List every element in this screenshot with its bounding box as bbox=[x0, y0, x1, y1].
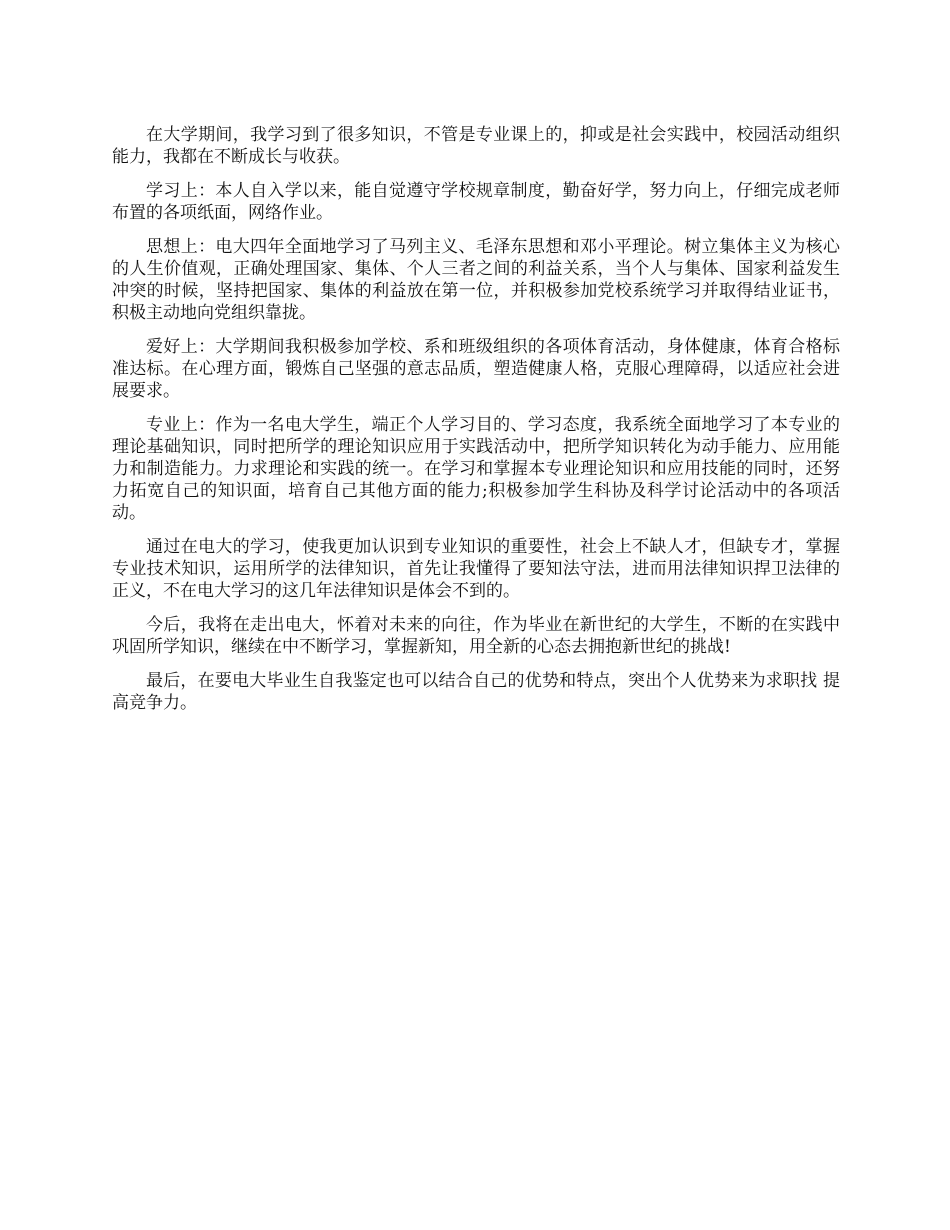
paragraph-conclusion: 最后，在要电大毕业生自我鉴定也可以结合自己的优势和特点，突出个人优势来为求职找 提高竞争力。 bbox=[112, 671, 840, 713]
paragraph-future: 今后，我将在走出电大，怀着对未来的向往，作为毕业在新世纪的大学生，不断的在实践中巩固所学知识，继续在中不断学习，掌握新知，用全新的心态去拥抱新世纪的挑战! bbox=[112, 615, 840, 657]
paragraph-ideology: 思想上：电大四年全面地学习了马列主义、毛泽东思想和邓小平理论。树立集体主义为核心的人生价值观，正确处理国家、集体、个人三者之间的利益关系，当个人与集体、国家利益发生冲突的时候，坚持把国家、集体的利益放在第一位，并积极参加党校系统学习并取得结业证书，积极主动地向党组织靠拢。 bbox=[112, 237, 840, 323]
paragraph-study: 学习上：本人自入学以来，能自觉遵守学校规章制度，勤奋好学，努力向上，仔细完成老师布置的各项纸面，网络作业。 bbox=[112, 181, 840, 223]
paragraph-hobbies: 爱好上：大学期间我积极参加学校、系和班级组织的各项体育活动，身体健康，体育合格标准达标。在心理方面，锻炼自己坚强的意志品质，塑造健康人格，克服心理障碍，以适应社会进展要求。 bbox=[112, 337, 840, 401]
paragraph-law-knowledge: 通过在电大的学习，使我更加认识到专业知识的重要性，社会上不缺人才，但缺专才，掌握专业技术知识，运用所学的法律知识，首先让我懂得了要知法守法，进而用法律知识捍卫法律的正义，不在电大学习的这几年法律知识是体会不到的。 bbox=[112, 537, 840, 601]
document-body bbox=[112, 124, 840, 714]
paragraph-major: 专业上：作为一名电大学生，端正个人学习目的、学习态度，我系统全面地学习了本专业的理论基础知识，同时把所学的理论知识应用于实践活动中，把所学知识转化为动手能力、应用能力和制造能力。力求理论和实践的统一。在学习和掌握本专业理论知识和应用技能的同时，还努力拓宽自己的知识面，培育自己其他方面的能力;积极参加学生科协及科学讨论活动中的各项活动。 bbox=[112, 415, 840, 523]
paragraph-intro: 在大学期间，我学习到了很多知识，不管是专业课上的，抑或是社会实践中，校园活动组织能力，我都在不断成长与收获。 bbox=[112, 125, 840, 167]
